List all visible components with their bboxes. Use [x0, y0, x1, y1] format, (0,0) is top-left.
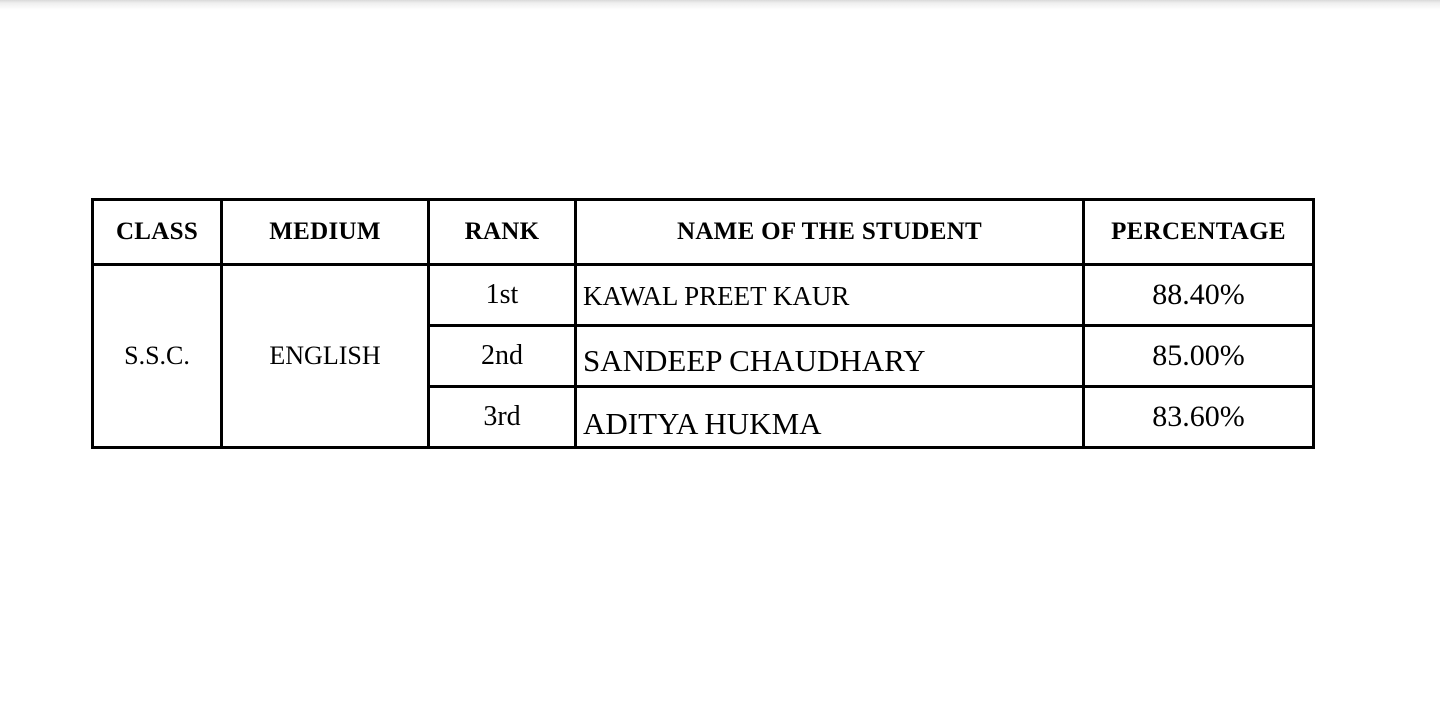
rank-cell: 2nd — [429, 326, 576, 387]
table-header-row — [93, 200, 1314, 265]
rank-table — [91, 198, 1315, 449]
rank-cell: 1st — [429, 265, 576, 326]
percentage-cell: 85.00% — [1084, 326, 1314, 387]
header-cell-class: CLASS — [93, 200, 222, 265]
medium-value-cell: ENGLISH — [222, 265, 429, 448]
header-cell-medium: MEDIUM — [222, 200, 429, 265]
class-value-cell: S.S.C. — [93, 265, 222, 448]
header-cell-percentage: PERCENTAGE — [1084, 200, 1314, 265]
student-name-cell: ADITYA HUKMA — [576, 387, 1084, 448]
student-name-cell: SANDEEP CHAUDHARY — [576, 326, 1084, 387]
rank-cell: 3rd — [429, 387, 576, 448]
student-name-cell: KAWAL PREET KAUR — [576, 265, 1084, 326]
table-row — [93, 265, 1314, 326]
header-cell-name: NAME OF THE STUDENT — [576, 200, 1084, 265]
percentage-cell: 83.60% — [1084, 387, 1314, 448]
page-top-shadow — [0, 0, 1440, 10]
percentage-cell: 88.40% — [1084, 265, 1314, 326]
header-cell-rank: RANK — [429, 200, 576, 265]
